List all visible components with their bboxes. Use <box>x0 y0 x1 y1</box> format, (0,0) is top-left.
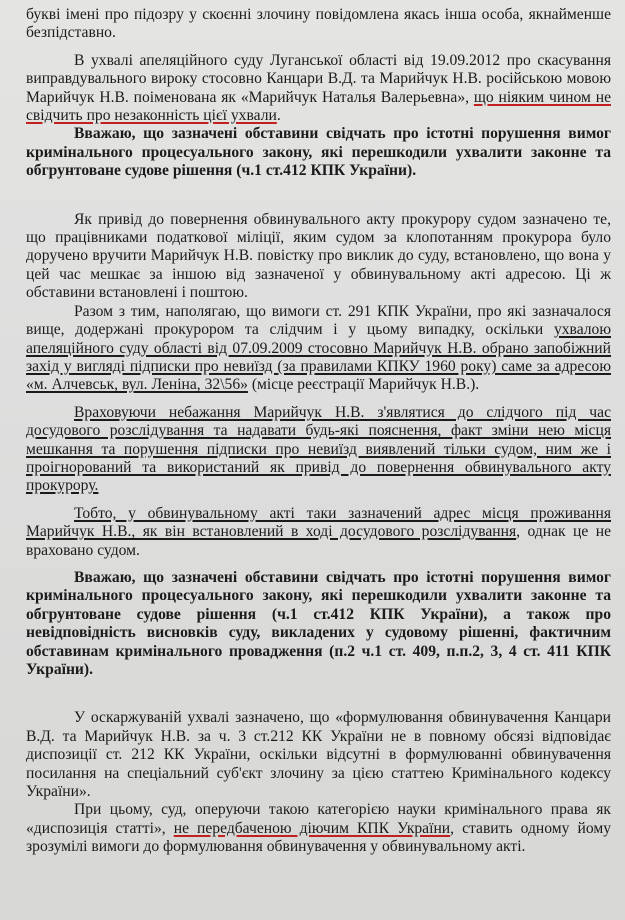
paragraph-address-stated: Тобто, у обвинувальному акті таки зазначений адрес місця проживання Марийчук Н.В., як він встановлений в ході досудового розслідування, однак це не враховано судом. <box>26 504 611 559</box>
underlined-unwillingness: Враховуючи небажання Марийчук Н.В. з'являтися до слідчого під час досудового розслідування та надавати будь-які пояснення, факт зміни нею місця мешкання та порушення підписки про невиїзд виявлений тільки судом, ним же і проігнорований та використаний як привід до повернення обвинувального акту прокурору. <box>26 403 611 495</box>
paragraph-return-reason: Як привід до повернення обвинувального акту прокурору судом зазначено те, що працівниками податкової міліції, яким судом за клопотанням прокурора було доручено вручити Марийчук Н.В. повістку про виклик до суду, встановлено, що вона у цей час мешкає за іншою від зазначеної у обвинувальному акті адресою. Ці ж обставини встановлені і поштою. <box>26 210 611 302</box>
paragraph-conclusion-1: Вважаю, що зазначені обставини свідчать про істотні порушення вимог кримінального процесуального закону, які перешкодили ухвалити законне та обгрунтоване судове рішення (ч.1 ст.412 КПК України). <box>26 125 611 180</box>
underlined-remark: що ніяким чином не свідчить про незаконність цієї ухвали <box>26 88 611 125</box>
paragraph-continuation: букві імені про підозру у скоєнні злочину повідомлена якась інша особа, якнайменше безпідставно. <box>26 6 611 42</box>
paragraph-appeal-ruling: В ухвалі апеляційного суду Луганської області від 19.09.2012 про скасування виправдувального вироку стосовно Канцари В.Д. та Марийчук Н.В. російською мовою Марийчук Н.В. поіменована як «Марийчук Наталья Валерьевна», що ніяким чином не свідчить про незаконність цієї ухвали. <box>26 51 611 125</box>
paragraph-conclusion-2: Вважаю, що зазначені обставини свідчать про істотні порушення вимог кримінального процесуального закону, які перешкодили ухвалити законне та обгрунтоване судове рішення (ч.1 ст.412 КПК України), а також про невідповідність висновків суду, викладених у судовому рішенні, фактичним обставинам кримінального провадження (п.2 ч.1 ст. 409, п.п.2, 3, 4 ст. 411 КПК України). <box>26 568 611 678</box>
paragraph-art-291: Разом з тим, наполягаю, що вимоги ст. 291 КПК України, про які зазначалося вище, додержані прокурором та слідчим і у цьому випадку, оскільки ухвалою апеляційного суду області від 07.09.2009 стосовно Марийчук Н.В. обрано запобіжний захід у вигляді підписки про невиїзд (за правилами КПКУ 1960 року) саме за адресою «м. Алчевськ, вул. Леніна, 32\56» (місце реєстрації Марийчук Н.В.). <box>26 302 611 394</box>
paragraph-disposition: При цьому, суд, оперуючи такою категорією науки кримінального права як «диспозиція статті», не передбаченою діючим КПК України, ставить одному йому зрозумілі вимоги до формулювання обвинувачення у обвинувальному акті. <box>26 801 611 856</box>
underlined-address-note: Тобто, у обвинувальному акті таки зазначений адрес місця проживання Марийчук Н.В., як він встановлений в ході досудового розслідування <box>26 504 611 541</box>
underlined-not-provided: не передбаченою діючим КПК України <box>173 819 451 837</box>
paragraph-formulation: У оскаржуваній ухвалі зазначено, що «формулювання обвинувачення Канцари В.Д. та Марийчук Н.В. за ч. 3 ст.212 КК України не в повному обсязі відповідає диспозиції ст. 212 КК України, оскільки відсутні в формулюванні обвинувачення посилання на спеціальний суб'єкт злочину за цією статтею Кримінального кодексу України». <box>26 709 611 801</box>
paragraph-unwillingness <box>26 404 611 496</box>
underlined-court-ruling: ухвалою апеляційного суду області від 07.09.2009 стосовно Марийчук Н.В. обрано запобіжний захід у вигляді підписки про невиїзд (за правилами КПКУ 1960 року) саме за адресою «м. Алчевськ, вул. Леніна, 32\56» <box>26 321 611 394</box>
